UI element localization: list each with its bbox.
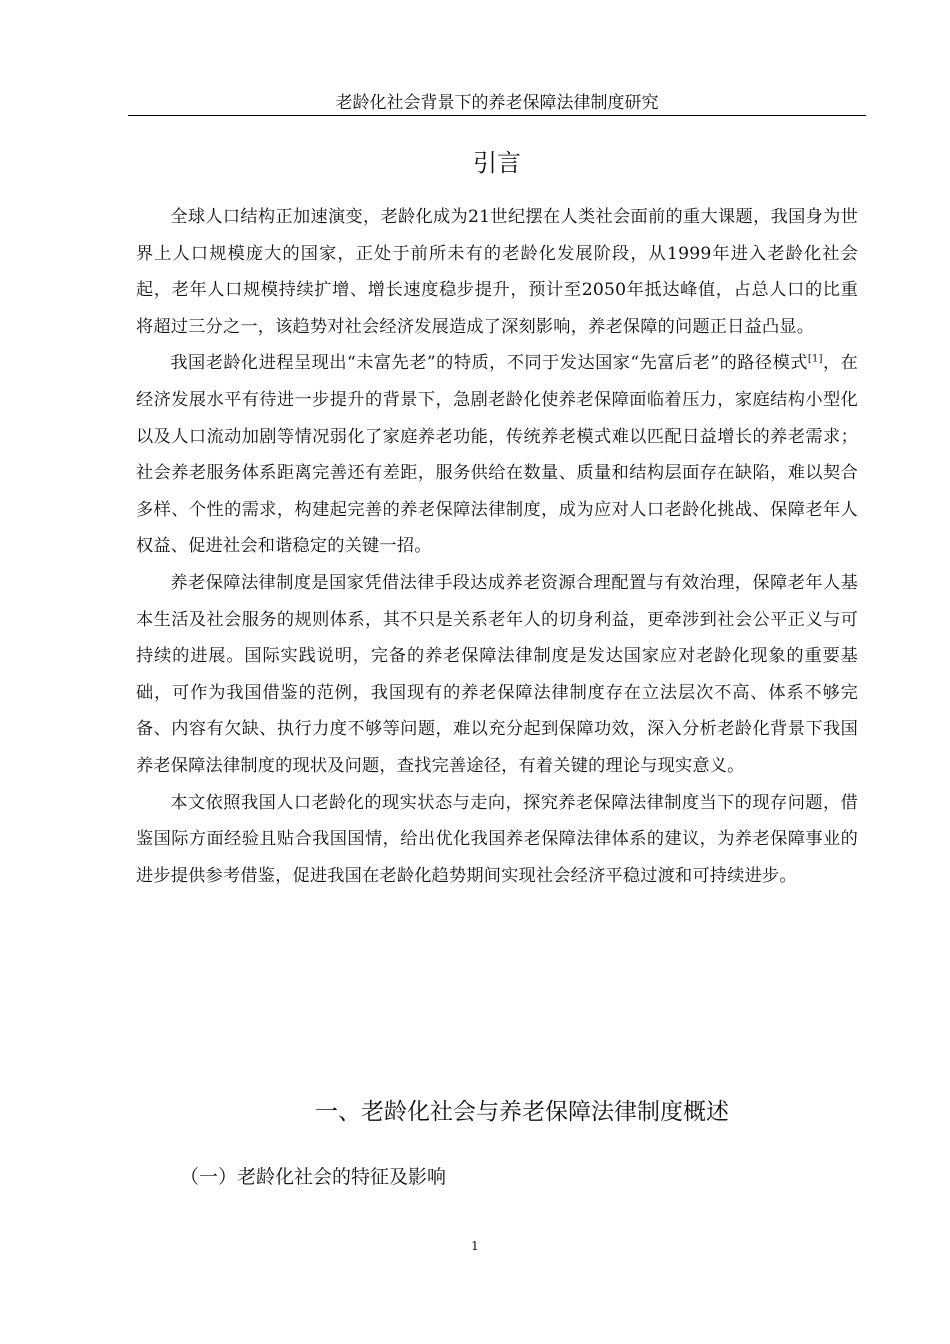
running-header: 老龄化社会背景下的养老保障法律制度研究 — [335, 93, 659, 113]
introduction-body — [136, 199, 858, 894]
paragraph-1: 全球人口结构正加速演变，老龄化成为21世纪摆在人类社会面前的重大课题，我国身为世界上人口规模庞大的国家，正处于前所未有的老龄化发展阶段，从1999年进入老龄化社会起，老年人口规模持续扩增、增长速度稳步提升，预计至2050年抵达峰值，占总人口的比重将超过三分之一，该趋势对社会经济发展造成了深刻影响，养老保障的问题正日益凸显。 — [136, 207, 858, 337]
paragraph-4: 本文依照我国人口老龄化的现实状态与走向，探究养老保障法律制度当下的现存问题，借鉴国际方面经验且贴合我国国情，给出优化我国养老保障法律体系的建议，为养老保障事业的进步提供参考借鉴，促进我国在老龄化趋势期间实现社会经济平稳过渡和可持续进步。 — [136, 792, 858, 886]
chapter-heading: 一、老龄化社会与养老保障法律制度概述 — [315, 1099, 729, 1125]
paragraph-2-text-before-citation: 我国老龄化进程呈现出“未富先老”的特质，不同于发达国家“先富后老”的路径模式 — [170, 353, 808, 374]
page-number: 1 — [471, 1239, 479, 1253]
paragraph-3: 养老保障法律制度是国家凭借法律手段达成养老资源合理配置与有效治理，保障老年人基本生活及社会服务的规则体系，其不只是关系老年人的切身利益，更牵涉到社会公平正义与可持续的进展。国际实践说明，完备的养老保障法律制度是发达国家应对老龄化现象的重要基础，可作为我国借鉴的范例，我国现有的养老保障法律制度存在立法层次不高、体系不够完备、内容有欠缺、执行力度不够等问题，难以充分起到保障功效，深入分析老龄化背景下我国养老保障法律制度的现状及问题，查找完善途径，有着关键的理论与现实意义。 — [136, 572, 858, 776]
paragraph-2-text-after-citation: ，在经济发展水平有待进一步提升的背景下，急剧老龄化使养老保障面临着压力，家庭结构小型化以及人口流动加剧等情况弱化了家庭养老功能，传统养老模式难以匹配日益增长的养老需求；社会养老服务体系距离完善还有差距，服务供给在数量、质量和结构层面存在缺陷，难以契合多样、个性的需求，构建起完善的养老保障法律制度，成为应对人口老龄化挑战、保障老年人权益、促进社会和谐稳定的关键一招。 — [136, 353, 858, 557]
subsection-heading: （一）老龄化社会的特征及影响 — [180, 1166, 447, 1188]
paragraph-2 — [136, 345, 858, 565]
header-divider — [128, 115, 866, 116]
introduction-heading: 引言 — [473, 149, 521, 177]
citation-reference: [1] — [807, 353, 823, 365]
